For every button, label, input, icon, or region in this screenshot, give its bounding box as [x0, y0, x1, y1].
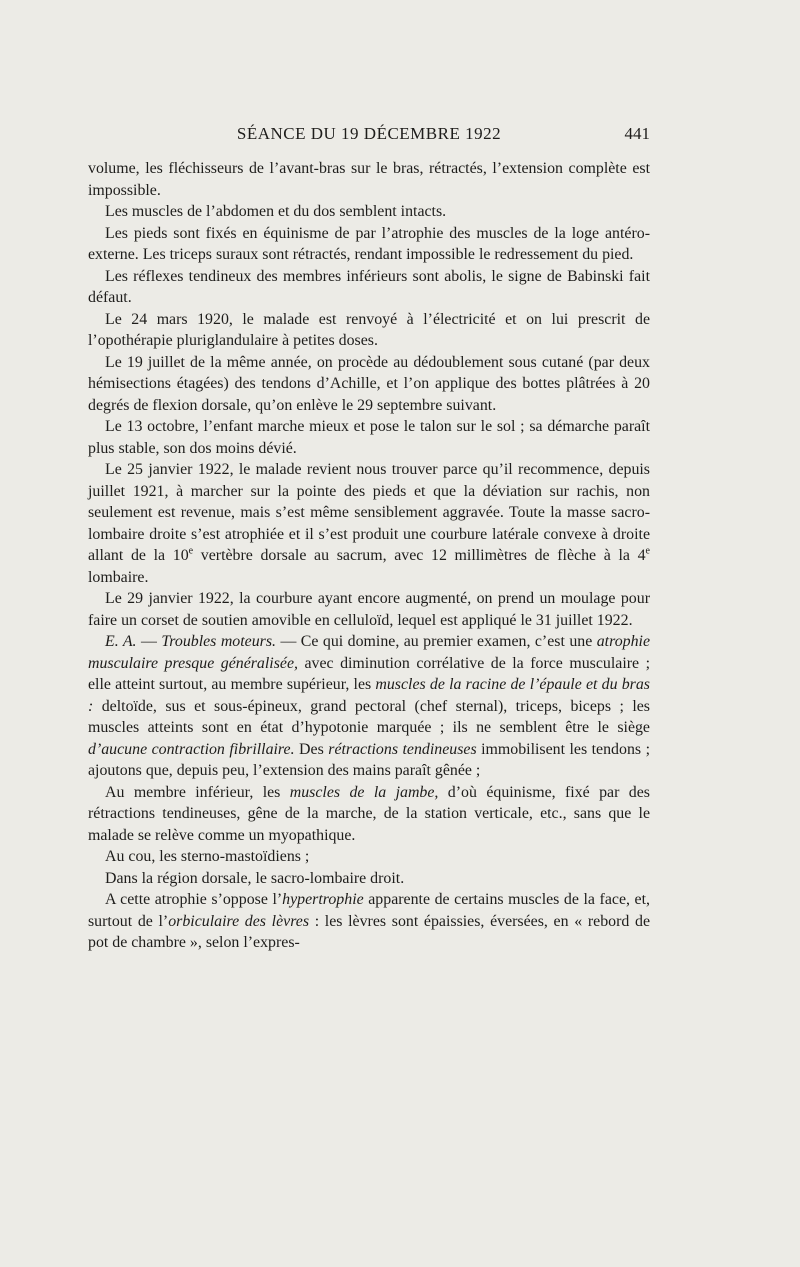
paragraph: Les muscles de l’abdomen et du dos semblent intacts. — [105, 203, 447, 220]
paragraph: E. A. — Troubles moteurs. — Ce qui domine, au premier examen, c’est une atrophie musculaire presque généralisée, avec diminution corrélative de la force musculaire ; elle atteint surtout, au membre supérieur, les muscles de la racine de l’épaule et du bras : deltoïde, sus et sous-épineux, grand pectoral (chef sternal), triceps, biceps ; les muscles atteints sont en état d’hypotonie marquée ; ils ne semblent être le siège d’aucune contraction fibrillaire. Des rétractions tendineuses immobilisent les tendons ; ajoutons que, depuis peu, l’extension des mains paraît gênée ; — [88, 633, 650, 779]
paragraph: Le 29 janvier 1922, la courbure ayant encore augmenté, on prend un moulage pour faire un corset de soutien amovible en celluloïd, lequel est appliqué le 31 juillet 1922. — [88, 590, 650, 629]
body-text — [88, 158, 650, 954]
paragraph: Le 13 octobre, l’enfant marche mieux et pose le talon sur le sol ; sa démarche paraît plus stable, son dos moins dévié. — [88, 418, 650, 457]
running-title: SÉANCE DU 19 DÉCEMBRE 1922 — [236, 124, 502, 143]
paragraph: Dans la région dorsale, le sacro-lombaire droit. — [105, 869, 405, 887]
paragraph: Le 24 mars 1920, le malade est renvoyé à l’électricité et on lui prescrit de l’opothérapie pluriglandulaire à petites doses. — [88, 310, 650, 349]
paragraph: Le 25 janvier 1922, le malade revient nous trouver parce qu’il recommence, depuis juillet 1921, à marcher sur la pointe des pieds et que la déviation sur rachis, non seulement est revenue, mais s’est même sensiblement aggravée. Toute la masse sacro-lombaire droite s’est atrophiée et il s’est produit une courbure latérale convexe à droite allant de la 10e vertèbre dorsale au sacrum, avec 12 millimètres de flèche à la 4e lombaire. — [88, 461, 650, 586]
paragraph: Le 19 juillet de la même année, on procède au dédoublement sous cutané (par deux hémisections étagées) des tendons d’Achille, et l’on applique des bottes plâtrées à 20 degrés de flexion dorsale, qu’on enlève le 29 septembre suivant. — [88, 353, 650, 414]
page-header — [88, 124, 650, 150]
page-number: 441 — [624, 124, 650, 143]
paragraph: A cette atrophie s’oppose l’hypertrophie apparente de certains muscles de la face, et, surtout de l’orbiculaire des lèvres : les lèvres sont épaissies, éversées, en « rebord de pot de chambre », selon l’expres- — [88, 891, 651, 951]
paragraph: Au cou, les sterno-mastoïdiens ; — [105, 848, 310, 865]
paragraph: volume, les fléchisseurs de l’avant-bras sur le bras, rétractés, l’extension complète est impossible. — [88, 160, 650, 199]
paragraph: Au membre inférieur, les muscles de la jambe, d’où équinisme, fixé par des rétractions tendineuses, gêne de la marche, de la station verticale, etc., sans que le malade se relève comme un myopathique. — [88, 783, 650, 844]
paragraph: Les pieds sont fixés en équinisme de par l’atrophie des muscles de la loge antéro-externe. Les triceps suraux sont rétractés, rendant impossible le redressement du pied. — [88, 224, 650, 263]
paragraph: Les réflexes tendineux des membres inférieurs sont abolis, le signe de Babinski fait défaut. — [88, 267, 650, 306]
